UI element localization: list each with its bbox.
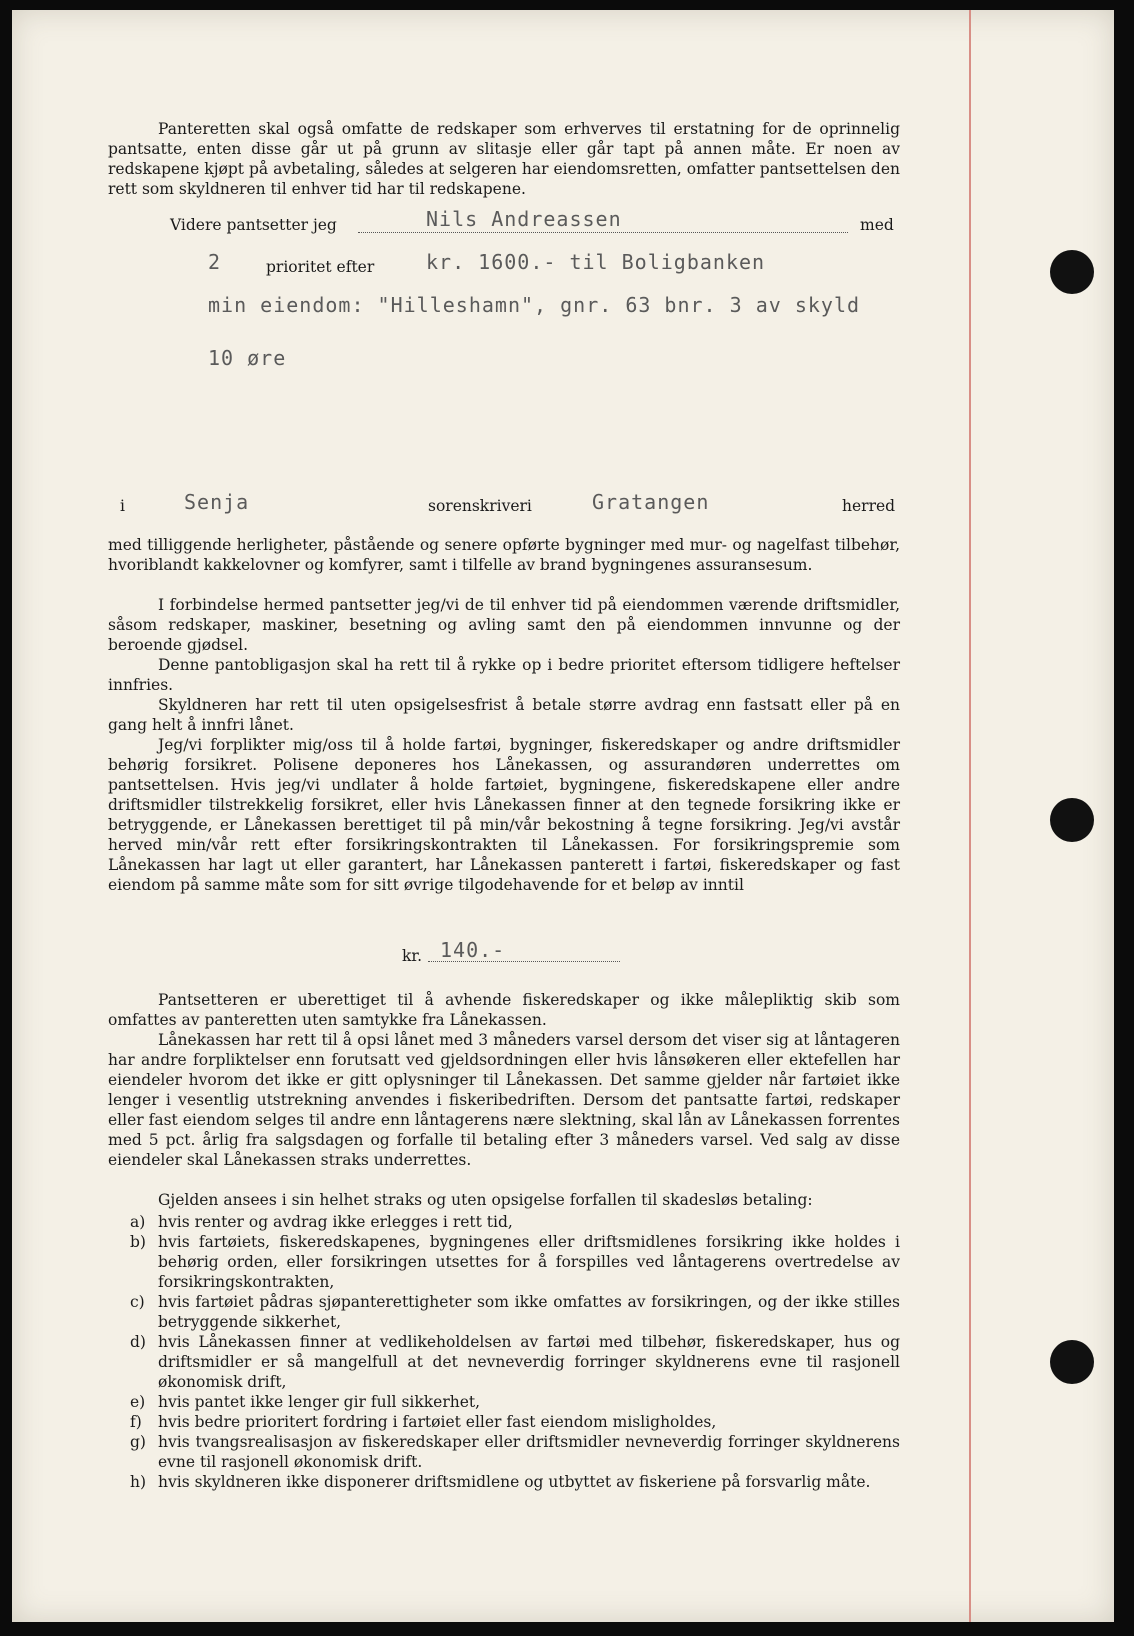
- med-label: med: [860, 216, 894, 234]
- priority-label: prioritet efter: [266, 258, 375, 276]
- condition-marker: f): [130, 1413, 142, 1431]
- pledgor-name: Nils Andreassen: [426, 207, 622, 231]
- condition-text: hvis fartøiets, fiskeredskapenes, bygningenes eller driftsmidlenes forsikring ikke holdes i behørig orden, eller forsikringen utsettes for å forspilles ved låntagerens overtredelse av forsikringskontrakten,: [158, 1233, 900, 1291]
- condition-text: hvis tvangsrealisasjon av fiskeredskaper eller driftsmidler nevneverdig forringer skyldnerens evne til rasjonell økonomisk drift.: [158, 1433, 900, 1471]
- paragraph-operating-assets: I forbindelse hermed pantsetter jeg/vi de til enhver tid på eiendommen værende driftsmidler, såsom redskaper, maskiner, besetning og avling samt den på eiendommen innvunne og der beroende gjødsel.: [108, 596, 900, 654]
- sorenskriveri-label: sorenskriveri: [428, 497, 532, 515]
- property-line-1: min eiendom: "Hilleshamn", gnr. 63 bnr. 3 av skyld: [208, 293, 861, 317]
- pledgor-line: [358, 232, 848, 233]
- condition-item: [130, 1412, 900, 1432]
- condition-text: hvis bedre prioritert fordring i fartøiet eller fast eiendom misligholdes,: [158, 1413, 717, 1431]
- condition-item: [130, 1472, 900, 1492]
- priority-text: kr. 1600.- til Boligbanken: [426, 250, 766, 274]
- punch-hole-middle: [1050, 798, 1094, 842]
- condition-marker: g): [130, 1433, 146, 1451]
- condition-text: hvis fartøiet pådras sjøpanterettigheter som ikke omfattes av forsikringen, og der ikke stilles betryggende sikkerhet,: [158, 1293, 900, 1331]
- condition-item: [130, 1212, 900, 1232]
- paragraph-default: Gjelden ansees i sin helhet straks og uten opsigelse forfallen til skadesløs betaling:: [158, 1191, 813, 1209]
- condition-item: [130, 1392, 900, 1412]
- condition-marker: c): [130, 1293, 145, 1311]
- punch-hole-top: [1050, 250, 1094, 294]
- paragraph-appurtenances: med tilliggende herligheter, påstående og senere opførte bygninger med mur- og nagelfast tilbehør, hvoriblandt kakkelovner og komfyrer, samt i tilfelle av brand bygningenes assuransesum.: [108, 536, 900, 574]
- condition-item: [130, 1332, 900, 1392]
- condition-marker: a): [130, 1213, 146, 1231]
- red-margin-line: [969, 10, 971, 1622]
- herred-label: herred: [842, 497, 896, 515]
- paragraph-insurance: Jeg/vi forplikter mig/oss til å holde fartøi, bygninger, fiskeredskaper og andre driftsmidler behørig forsikret. Polisene deponeres hos Lånekassen, og assurandøren underrettes om pantsettelsen. Hvis jeg/vi undlater å holde fartøiet, bygningene, fiskeredskapene eller andre driftsmidler tilstrekkelig forsikret, eller hvis Lånekassen finner at den tegnede forsikring ikke er betryggende, er Lånekassen berettiget til på min/vår bekostning å tegne forsikring. Jeg/vi avstår herved min/vår rett efter forsikringskontrakten til Lånekassen. For forsikringspremie som Lånekassen har lagt ut eller garantert, har Lånekassen panterett i fartøi, fiskeredskaper og fast eiendom på samme måte som for sitt øvrige tilgodehavende for et beløp av inntil: [108, 736, 900, 894]
- paragraph-termination: Lånekassen har rett til å opsi lånet med 3 måneders varsel dersom det viser sig at låntageren har andre forpliktelser enn forutsatt ved gjeldsordningen eller hvis lånsøkeren eller ektefellen har eiendeler hvorom det ikke er gitt oplysninger til Lånekassen. Det samme gjelder når fartøiet ikke lenger i vesentlig utstrekning anvendes i fiskeribedriften. Dersom det pantsatte fartøi, redskaper eller fast eiendom selges til andre enn låntagerens nære slektning, skal lån av Lånekassen forrentes med 5 pct. årlig fra salgsdagen og forfalle til betaling efter 3 måneders varsel. Ved salg av disse eiendeler skal Lånekassen straks underrettes.: [108, 1031, 900, 1169]
- condition-text: hvis renter og avdrag ikke erlegges i rett tid,: [158, 1213, 513, 1231]
- conditions-list: [130, 1212, 900, 1492]
- condition-text: hvis skyldneren ikke disponerer driftsmidlene og utbyttet av fiskeriene på forsvarlig måte.: [158, 1473, 871, 1491]
- property-line-2: 10 øre: [208, 346, 287, 370]
- condition-text: hvis pantet ikke lenger gir full sikkerhet,: [158, 1393, 481, 1411]
- paragraph-disposal: Pantsetteren er uberettiget til å avhende fiskeredskaper og ikke målepliktig skib som omfattes av panteretten uten samtykke fra Lånekassen.: [108, 991, 900, 1029]
- municipality-value: Gratangen: [592, 490, 710, 514]
- condition-marker: d): [130, 1333, 146, 1351]
- punch-hole-bottom: [1050, 1340, 1094, 1384]
- condition-marker: e): [130, 1393, 146, 1411]
- condition-marker: b): [130, 1233, 146, 1251]
- paragraph-repayment: Skyldneren har rett til uten opsigelsesfrist å betale større avdrag enn fastsatt eller på en gang helt å innfri lånet.: [108, 696, 900, 734]
- district-value: Senja: [184, 490, 250, 514]
- priority-number: 2: [208, 250, 222, 274]
- condition-marker: h): [130, 1473, 147, 1491]
- intro-paragraph: Panteretten skal også omfatte de redskaper som erhverves til erstatning for de oprinnelig pantsatte, enten disse går ut på grunn av slitasje eller går tapt på annen måte. Er noen av redskapene kjøpt på avbetaling, således at selgeren har eiendomsretten, omfatter pantsettelsen den rett som skyldneren til enhver tid har til redskapene.: [108, 120, 900, 198]
- condition-text: hvis Lånekassen finner at vedlikeholdelsen av fartøi med tilbehør, fiskeredskaper, hus og driftsmidler er så mangelfull at det nevneverdig forringer skyldnerens evne til rasjonell økonomisk drift,: [158, 1333, 900, 1391]
- condition-item: [130, 1292, 900, 1332]
- i-label: i: [120, 497, 125, 515]
- amount-value: 140.-: [440, 938, 506, 962]
- amount-label: kr.: [402, 947, 423, 965]
- condition-item: [130, 1232, 900, 1292]
- paragraph-priority: Denne pantobligasjon skal ha rett til å rykke op i bedre prioritet eftersom tidligere heftelser innfries.: [108, 656, 900, 694]
- pledge-label: Videre pantsetter jeg: [170, 216, 337, 234]
- condition-item: [130, 1432, 900, 1472]
